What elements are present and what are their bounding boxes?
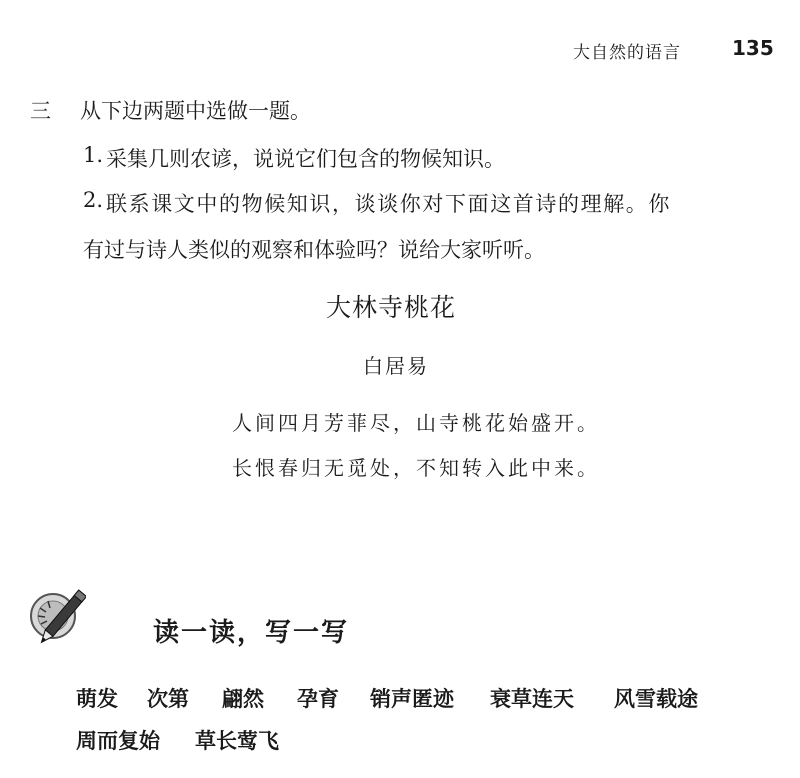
item-text: 联系课文中的物候知识，谈谈你对下面这首诗的理解。你 xyxy=(106,192,671,216)
page-number: 135 xyxy=(732,36,774,60)
poem-title: 大林寺桃花 xyxy=(326,293,457,322)
vocab-word: 衰草连天 xyxy=(490,686,574,711)
running-title: 大自然的语言 xyxy=(573,43,681,63)
poem-line: 长恨春归无觅处，不知转入此中来。 xyxy=(232,456,600,480)
vocab-word: 翩然 xyxy=(222,686,264,711)
pencil-icon xyxy=(28,586,86,656)
vocab-word: 草长莺飞 xyxy=(195,728,279,753)
vocab-word: 次第 xyxy=(147,686,189,711)
item-text: 采集几则农谚，说说它们包含的物候知识。 xyxy=(106,147,505,171)
vocab-word: 风雪载途 xyxy=(614,686,698,711)
section-number: 三 xyxy=(30,99,51,123)
vocab-heading: 读一读，写一写 xyxy=(153,618,350,648)
vocab-word: 销声匿迹 xyxy=(370,686,454,711)
vocab-word: 孕育 xyxy=(297,686,339,711)
item-number: 2. xyxy=(83,188,104,212)
section-instruction: 从下边两题中选做一题。 xyxy=(80,99,311,123)
poem-line: 人间四月芳菲尽，山寺桃花始盛开。 xyxy=(232,411,600,435)
vocab-word: 周而复始 xyxy=(76,728,160,753)
vocab-word: 萌发 xyxy=(76,686,118,711)
poem-author: 白居易 xyxy=(363,354,429,378)
item-number: 1. xyxy=(83,143,104,167)
item-text-continuation: 有过与诗人类似的观察和体验吗？说给大家听听。 xyxy=(83,238,545,262)
